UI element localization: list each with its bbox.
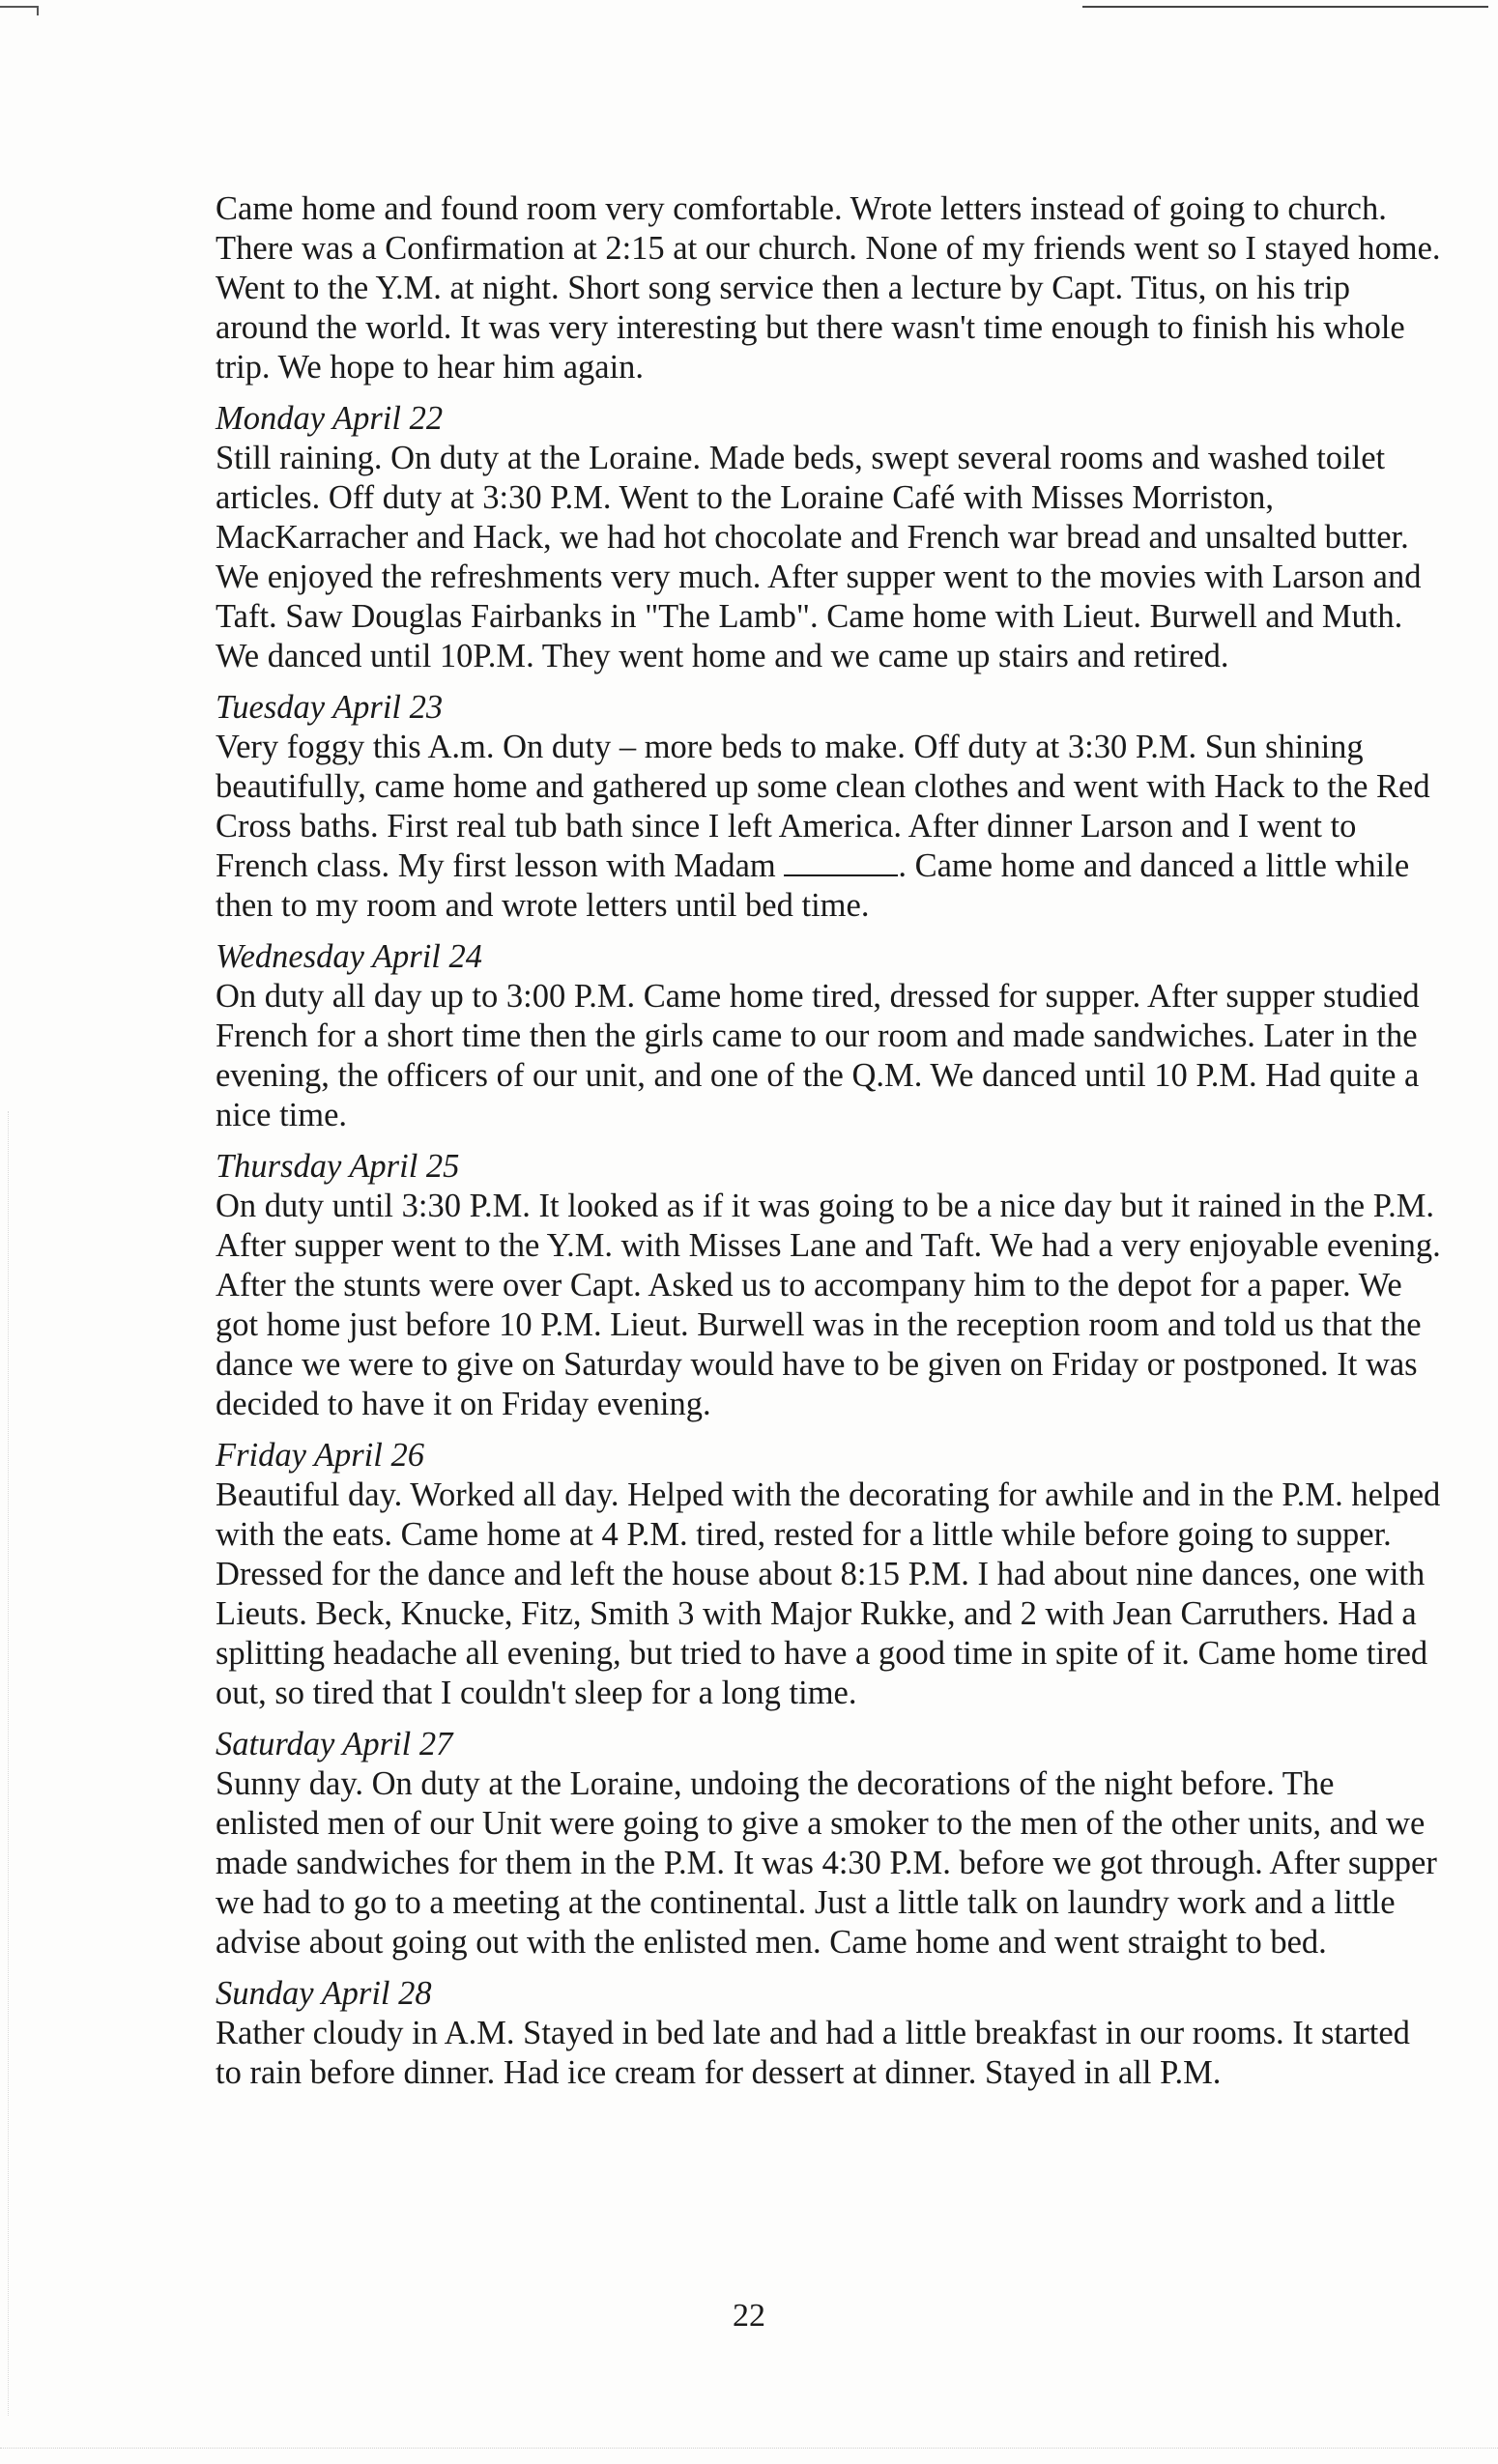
entry-text: Sunny day. On duty at the Loraine, undoing the decorations of the night before. The enlisted men of our Unit were going to give a smoker to the men of the other units, and we made sandwiches for them in the P.M. It was 4:30 P.M. before we got through. After supper we had to go to a meeting at the continental. Just a little talk on laundry work and a little advise about going out with the enlisted men. Came home and went straight to bed. [216,1765,1437,1961]
entry-wednesday-april-24 [216,937,1443,1135]
page-number: 22 [733,2298,765,2334]
scan-margin-rule [8,1111,9,2416]
entry-text: Still raining. On duty at the Loraine. Made beds, swept several rooms and washed toilet articles. Off duty at 3:30 P.M. Went to the Loraine Café with Misses Morriston, MacKarracher and Hack, we had hot chocolate and French war bread and unsalted butter. We enjoyed the refreshments very much. After supper went to the movies with Larson and Taft. Saw Douglas Fairbanks in "The Lamb". Came home with Lieut. Burwell and Muth. We danced until 10P.M. They went home and we came up stairs and retired. [216,440,1422,674]
entry-heading: Friday April 26 [216,1437,424,1474]
entry-text-after-blank: . Came home and danced a little while then to my room and wrote letters until bed time. [216,847,1410,924]
scan-edge-line [1082,6,1488,8]
entry-thursday-april-25 [216,1147,1443,1424]
scan-corner-mark [0,6,39,8]
entry-text: Rather cloudy in A.M. Stayed in bed late and had a little breakfast in our rooms. It started to rain before dinner. Had ice cream for dessert at dinner. Stayed in all P.M. [216,2015,1410,2091]
entry-text: On duty until 3:30 P.M. It looked as if it was going to be a nice day but it rained in the P.M. After supper went to the Y.M. with Misses Lane and Taft. We had a very enjoyable evening. After the stunts were over Capt. Asked us to accompany him to the depot for a paper. We got home just before 10 P.M. Lieut. Burwell was in the reception room and told us that the dance we were to give on Saturday would have to be given on Friday or postponed. It was decided to have it on Friday evening. [216,1188,1441,1422]
entry-saturday-april-27 [216,1725,1443,1963]
intro-paragraph: Came home and found room very comfortable. Wrote letters instead of going to church. There was a Confirmation at 2:15 at our church. None of my friends went so I stayed home. Went to the Y.M. at night. Short song service then a lecture by Capt. Titus, on his trip around the world. It was very interesting but there wasn't time enough to finish his whole trip. We hope to hear him again. [216,190,1441,386]
diary-text [216,189,1443,2093]
entry-heading: Monday April 22 [216,400,444,437]
entry-text-before-blank: Very foggy this A.m. On duty – more beds to make. Off duty at 3:30 P.M. Sun shining beautifully, came home and gathered up some clean clothes and went with Hack to the Red Cross baths. First real tub bath since I left America. After dinner Larson and I went to French class. My first lesson with Madam [216,729,1430,884]
entry-heading: Tuesday April 23 [216,689,444,726]
scan-bottom-rule [0,2448,1498,2449]
entry-monday-april-22 [216,399,1443,676]
entry-text: Beautiful day. Worked all day. Helped with the decorating for awhile and in the P.M. helped with the eats. Came home at 4 P.M. tired, rested for a little while before going to supper. Dressed for the dance and left the house about 8:15 P.M. I had about nine dances, one with Lieuts. Beck, Knucke, Fitz, Smith 3 with Major Rukke, and 2 with Jean Carruthers. Had a splitting headache all evening, but tried to have a good time in spite of it. Came home tired out, so tired that I couldn't sleep for a long time. [216,1476,1441,1711]
fill-in-blank [784,849,898,876]
entry-heading: Wednesday April 24 [216,938,482,975]
entry-heading: Thursday April 25 [216,1148,460,1185]
entry-sunday-april-28 [216,1974,1443,2093]
entry-tuesday-april-23 [216,688,1443,926]
entry-heading: Saturday April 27 [216,1726,453,1762]
entry-friday-april-26 [216,1436,1443,1713]
entry-heading: Sunday April 28 [216,1975,432,2012]
entry-text [216,728,1443,926]
entry-text: On duty all day up to 3:00 P.M. Came home tired, dressed for supper. After supper studied French for a short time then the girls came to our room and made sandwiches. Later in the evening, the officers of our unit, and one of the Q.M. We danced until 10 P.M. Had quite a nice time. [216,978,1420,1133]
scan-corner-tick [37,6,39,15]
